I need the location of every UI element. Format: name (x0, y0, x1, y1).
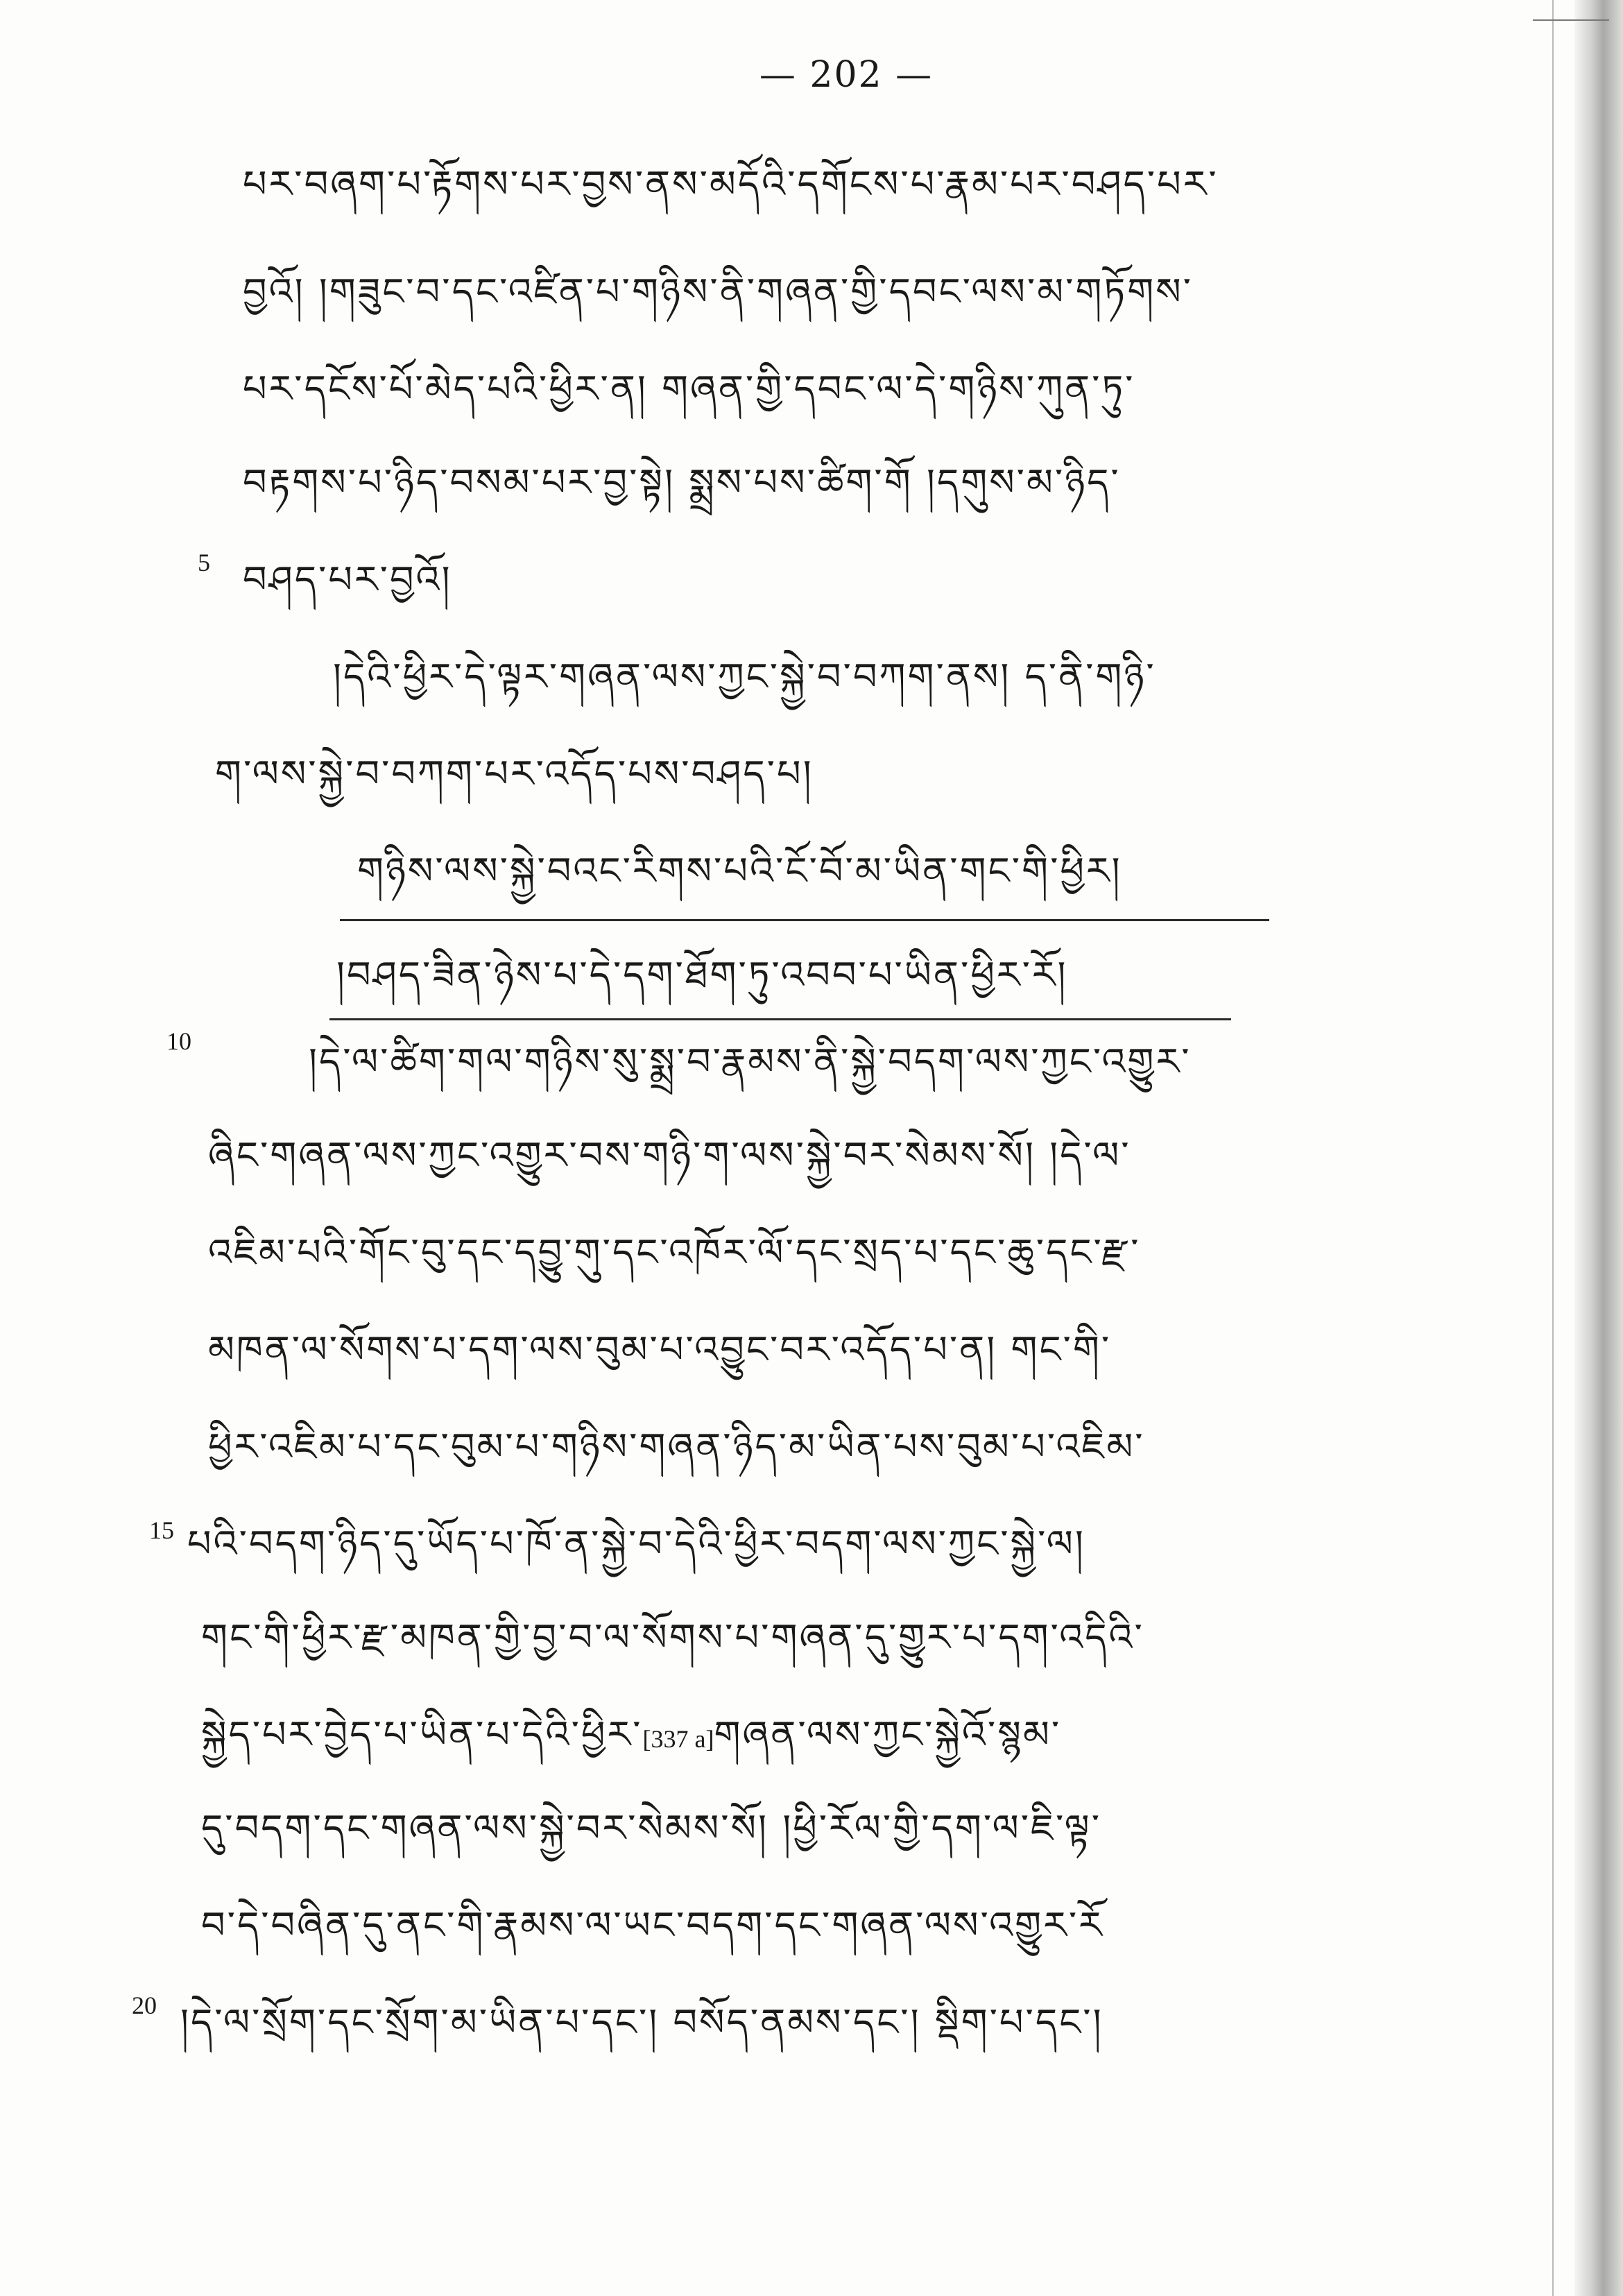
text-line: །དེ་ལ་ཚིག་གལ་གཉིས་སུ་སྨྲ་བ་རྣམས་ནི་སྐྱེ་བདག་ལས་ཀྱང་འགྱུར་ (309, 1040, 1192, 1083)
line-number: 10 (166, 1027, 191, 1055)
text-line: པའི་བདག་ཉིད་དུ་ཡོད་པ་ཁོ་ན་སྐྱེ་བ་དེའི་ཕྱིར་བདག་ལས་ཀྱང་སྐྱེ་ལ། (187, 1522, 1085, 1566)
text-line: ཞིང་གཞན་ལས་ཀྱང་འགྱུར་བས་གཉི་ག་ལས་སྐྱེ་བར་སེམས་སོ། །དེ་ལ་ (208, 1133, 1131, 1177)
text-line: འཇིམ་པའི་གོང་བུ་དང་དབྱུ་གུ་དང་འཁོར་ལོ་དང་སྲད་པ་དང་ཆུ་དང་རྫ་ (208, 1231, 1141, 1274)
line-number: 20 (132, 1991, 157, 2019)
page-number: — 202 — (759, 54, 934, 96)
text-line-start: སྐྱེད་པར་བྱེད་པ་ཡིན་པ་དེའི་ཕྱིར་ (201, 1713, 643, 1756)
verse-line: །བཤད་ཟིན་ཉེས་པ་དེ་དག་ཐོག་ཏུ་འབབ་པ་ཡིན་ཕྱིར་རོ། (336, 953, 1068, 997)
text-line: བཤད་པར་བྱའོ། (243, 558, 452, 601)
text-line: མཁན་ལ་སོགས་པ་དག་ལས་བུམ་པ་འབྱུང་བར་འདོད་པ་ན། གང་གི་ (208, 1328, 1112, 1371)
text-line: གང་གི་ཕྱིར་རྫ་མཁན་གྱི་བྱ་བ་ལ་སོགས་པ་གཞན་དུ་གྱུར་པ་དག་འདིའི་ (201, 1616, 1144, 1659)
text-line: ཕྱིར་འཇིམ་པ་དང་བུམ་པ་གཉིས་གཞན་ཉིད་མ་ཡིན་པས་བུམ་པ་འཇིམ་ (208, 1425, 1145, 1468)
text-line: །དེའི་ཕྱིར་དེ་ལྟར་གཞན་ལས་ཀྱང་སྐྱེ་བ་བཀག་ནས། ད་ནི་གཉི་ (333, 655, 1156, 699)
folio-reference: [337 a] (642, 1725, 714, 1753)
text-line: ག་ལས་སྐྱེ་བ་བཀག་པར་འདོད་པས་བཤད་པ། (215, 752, 814, 796)
verse-underline (340, 919, 1269, 921)
line-number: 15 (149, 1516, 174, 1544)
binding-shadow (1574, 0, 1623, 2296)
text-line: བརྟགས་པ་ཉིད་བསམ་པར་བྱ་སྟེ། སྨྲས་པས་ཚིག་གོ །དགུས་མ་ཉིད་ (243, 461, 1121, 504)
line-number: 5 (198, 549, 210, 576)
text-line (201, 1693, 1061, 1798)
binding-edge-line (1552, 0, 1554, 2296)
text-line: པར་བཞག་པ་རྟོགས་པར་བྱས་ནས་མདོའི་དགོངས་པ་རྣམ་པར་བཤད་པར་ (243, 162, 1219, 206)
text-line: །དེ་ལ་སྲོག་དང་སྲོག་མ་ཡིན་པ་དང་། བསོད་ནམས་དང་། སྡིག་པ་དང་། (180, 2001, 1104, 2044)
verse-line: གཉིས་ལས་སྐྱེ་བའང་རིགས་པའི་ངོ་བོ་མ་ཡིན་གང་གི་ཕྱིར། (357, 849, 1122, 893)
text-line: བྱའོ། །གཟུང་བ་དང་འཛིན་པ་གཉིས་ནི་གཞན་གྱི་དབང་ལས་མ་གཏོགས་ (243, 270, 1194, 314)
text-line: དུ་བདག་དང་གཞན་ལས་སྐྱེ་བར་སེམས་སོ། །ཕྱི་རོལ་གྱི་དག་ལ་ཇི་ལྟ་ (201, 1806, 1102, 1850)
top-edge-mark (1533, 19, 1609, 21)
text-line: བ་དེ་བཞིན་དུ་ནང་གི་རྣམས་ལ་ཡང་བདག་དང་གཞན་ལས་འགྱུར་རོ (201, 1903, 1104, 1947)
text-line: པར་དངོས་པོ་མེད་པའི་ཕྱིར་ན། གཞན་གྱི་དབང་ལ་དེ་གཉིས་ཀུན་ཏུ་ (243, 367, 1135, 411)
text-line-end: གཞན་ལས་ཀྱང་སྐྱེའོ་སྙམ་ (714, 1713, 1062, 1756)
